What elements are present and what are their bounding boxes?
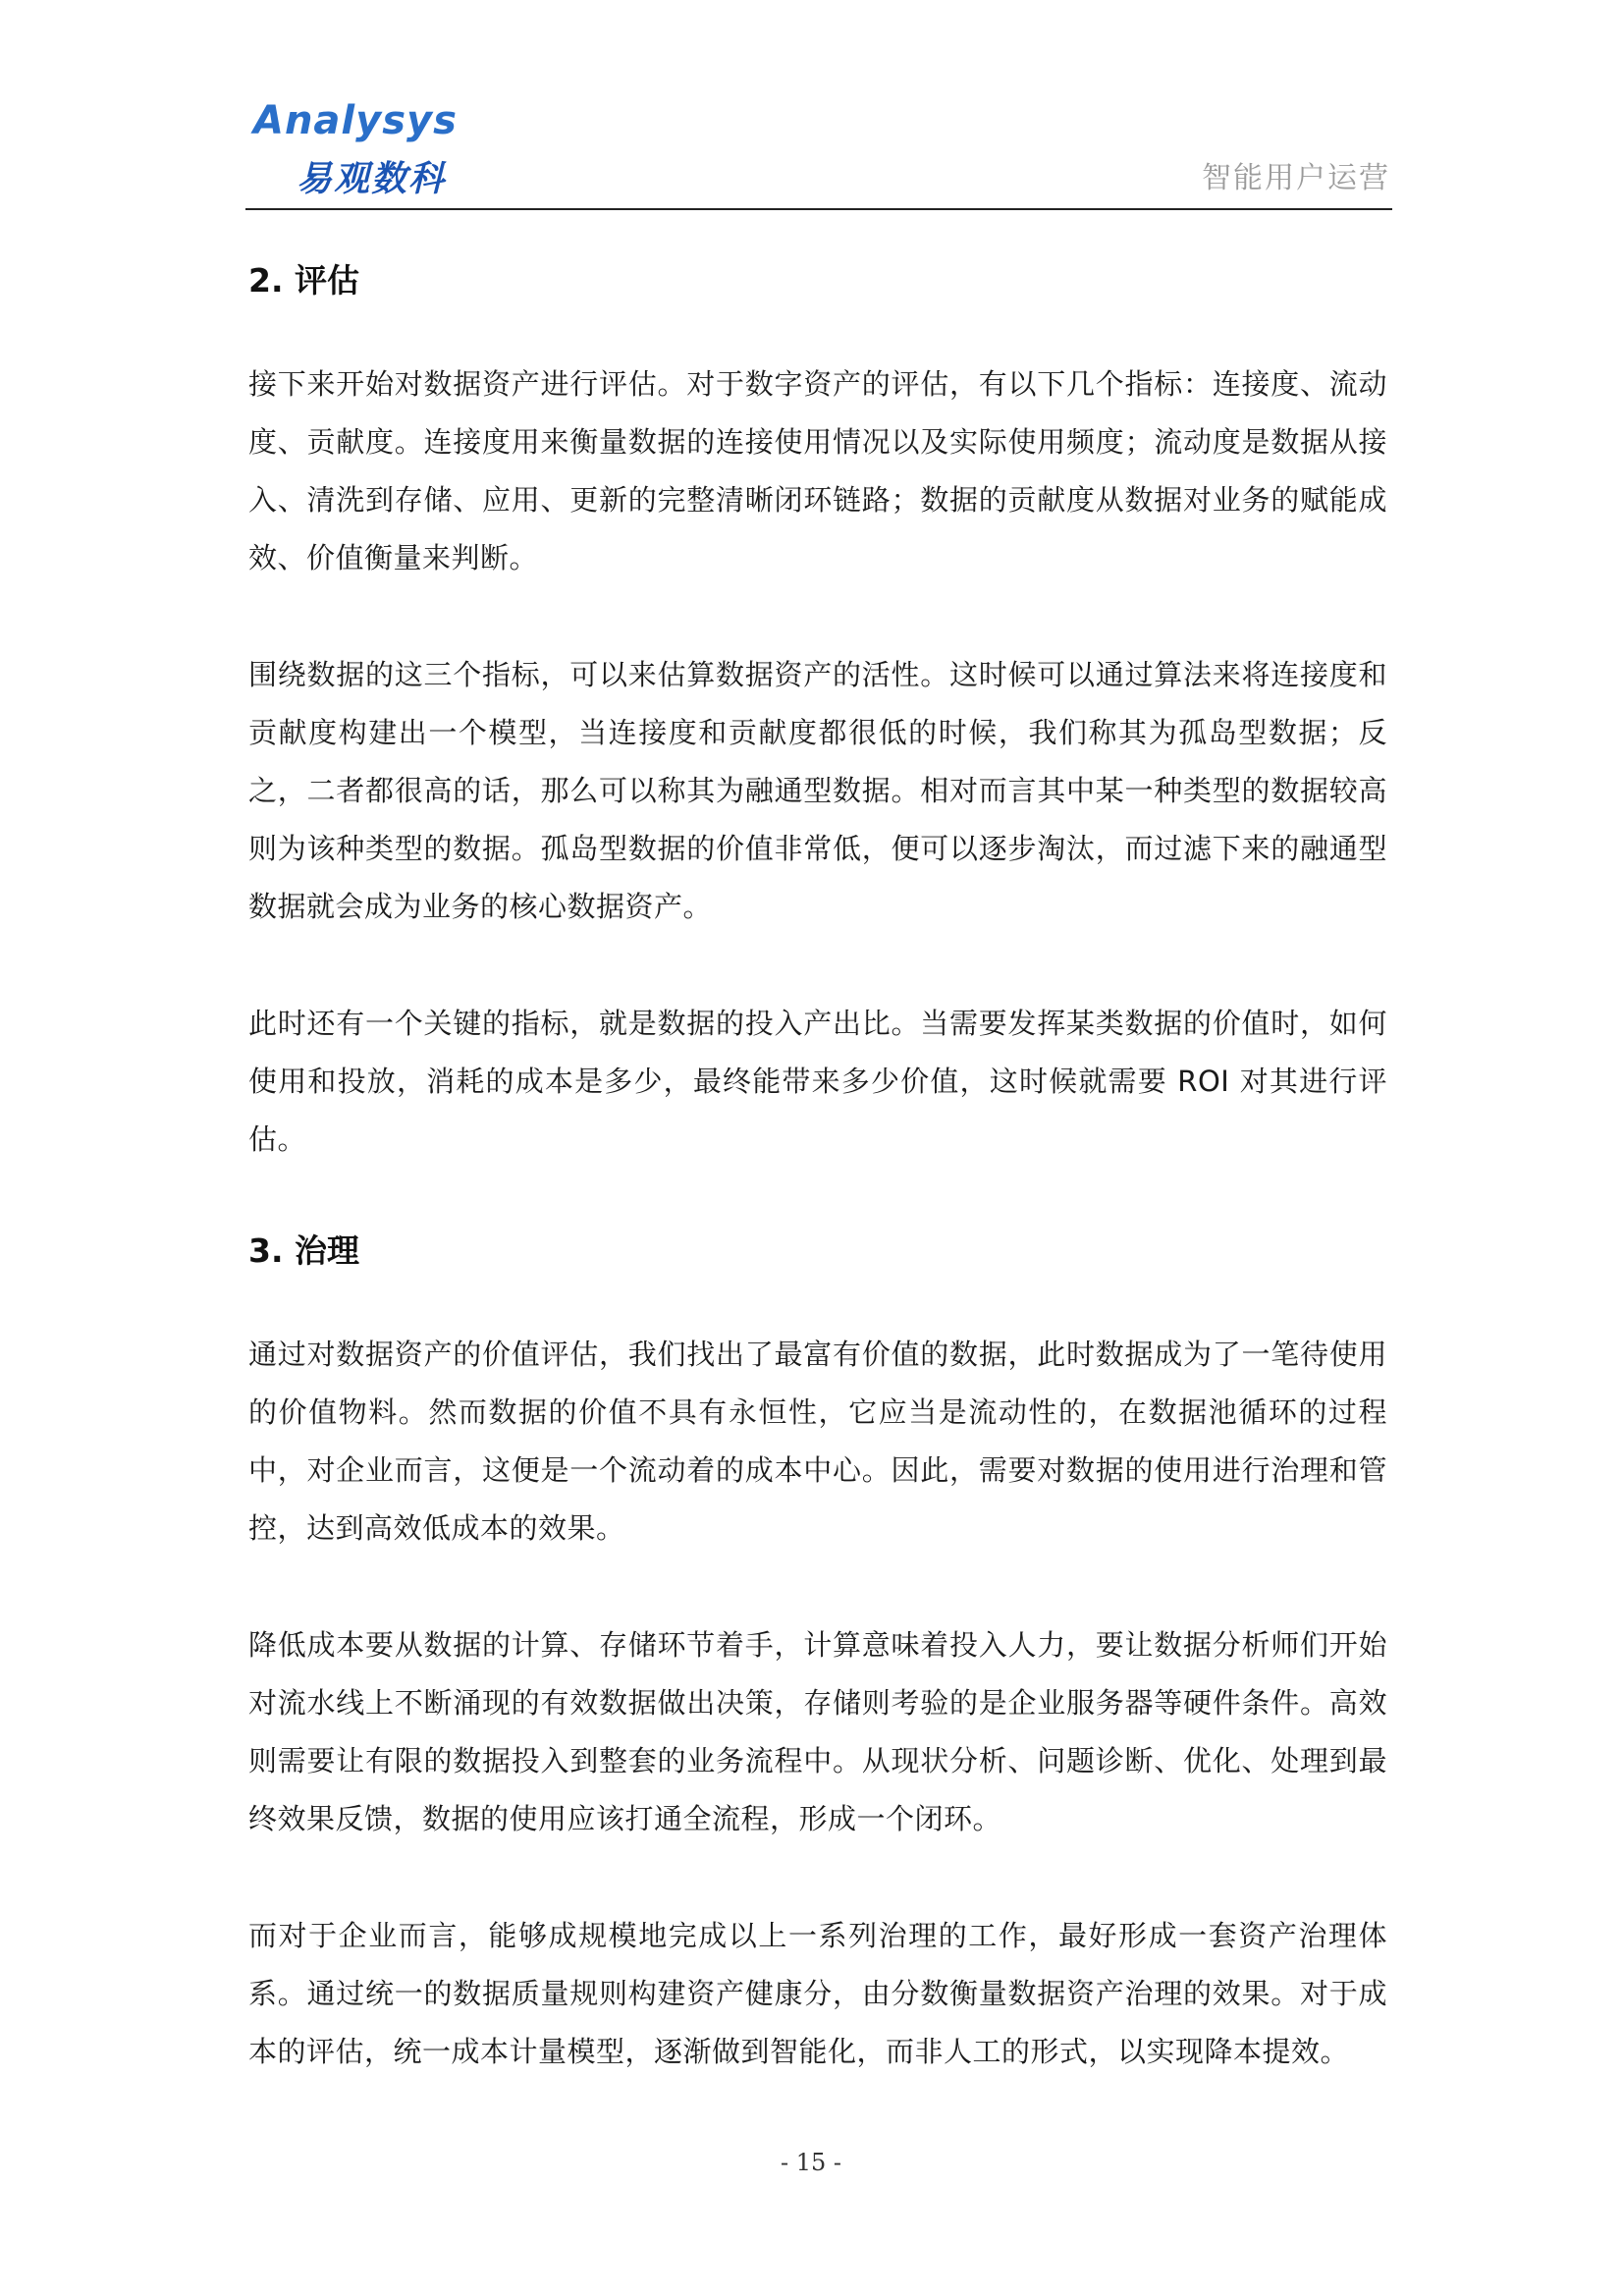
analysys-logo xyxy=(253,98,469,206)
paragraph: 而对于企业而言，能够成规模地完成以上一系列治理的工作，最好形成一套资产治理体系。通过统一的数据质量规则构建资产健康分，由分数衡量数据资产治理的效果。对于成本的评估，统一成本计量模型，逐渐做到智能化，而非人工的形式，以实现降本提效。 xyxy=(248,1919,1387,2068)
header-title: 智能用户运营 xyxy=(1202,161,1390,195)
logo-wordmark: Analysys xyxy=(253,98,458,143)
paragraph: 接下来开始对数据资产进行评估。对于数字资产的评估，有以下几个指标：连接度、流动度、贡献度。连接度用来衡量数据的连接使用情况以及实际使用频度；流动度是数据从接入、清洗到存储、应用、更新的完整清晰闭环链路；数据的贡献度从数据对业务的赋能成效、价值衡量来判断。 xyxy=(248,367,1387,574)
paragraph: 通过对数据资产的价值评估，我们找出了最富有价值的数据，此时数据成为了一笔待使用的价值物料。然而数据的价值不具有永恒性，它应当是流动性的，在数据池循环的过程中，对企业而言，这便是一个流动着的成本中心。因此，需要对数据的使用进行治理和管控，达到高效低成本的效果。 xyxy=(248,1338,1387,1545)
paragraph: 围绕数据的这三个指标，可以来估算数据资产的活性。这时候可以通过算法来将连接度和贡献度构建出一个模型，当连接度和贡献度都很低的时候，我们称其为孤岛型数据；反之，二者都很高的话，那么可以称其为融通型数据。相对而言其中某一种类型的数据较高则为该种类型的数据。孤岛型数据的价值非常低，便可以逐步淘汰，而过滤下来的融通型数据就会成为业务的核心数据资产。 xyxy=(248,658,1387,923)
paragraph: 此时还有一个关键的指标，就是数据的投入产出比。当需要发挥某类数据的价值时，如何使用和投放，消耗的成本是多少，最终能带来多少价值，这时候就需要 ROI 对其进行评估。 xyxy=(248,1007,1387,1156)
paragraph: 降低成本要从数据的计算、存储环节着手，计算意味着投入人力，要让数据分析师们开始对流水线上不断涌现的有效数据做出决策，存储则考验的是企业服务器等硬件条件。高效则需要让有限的数据投入到整套的业务流程中。从现状分析、问题诊断、优化、处理到最终效果反馈，数据的使用应该打通全流程，形成一个闭环。 xyxy=(248,1628,1387,1835)
header-divider xyxy=(245,208,1392,210)
logo-chinese-name: 易观数科 xyxy=(297,159,447,199)
section-heading-governance: 3. 治理 xyxy=(248,1231,359,1270)
section-heading-evaluation: 2. 评估 xyxy=(248,261,359,300)
document-body xyxy=(248,255,1387,2081)
page-number: - 15 - xyxy=(780,2149,841,2176)
